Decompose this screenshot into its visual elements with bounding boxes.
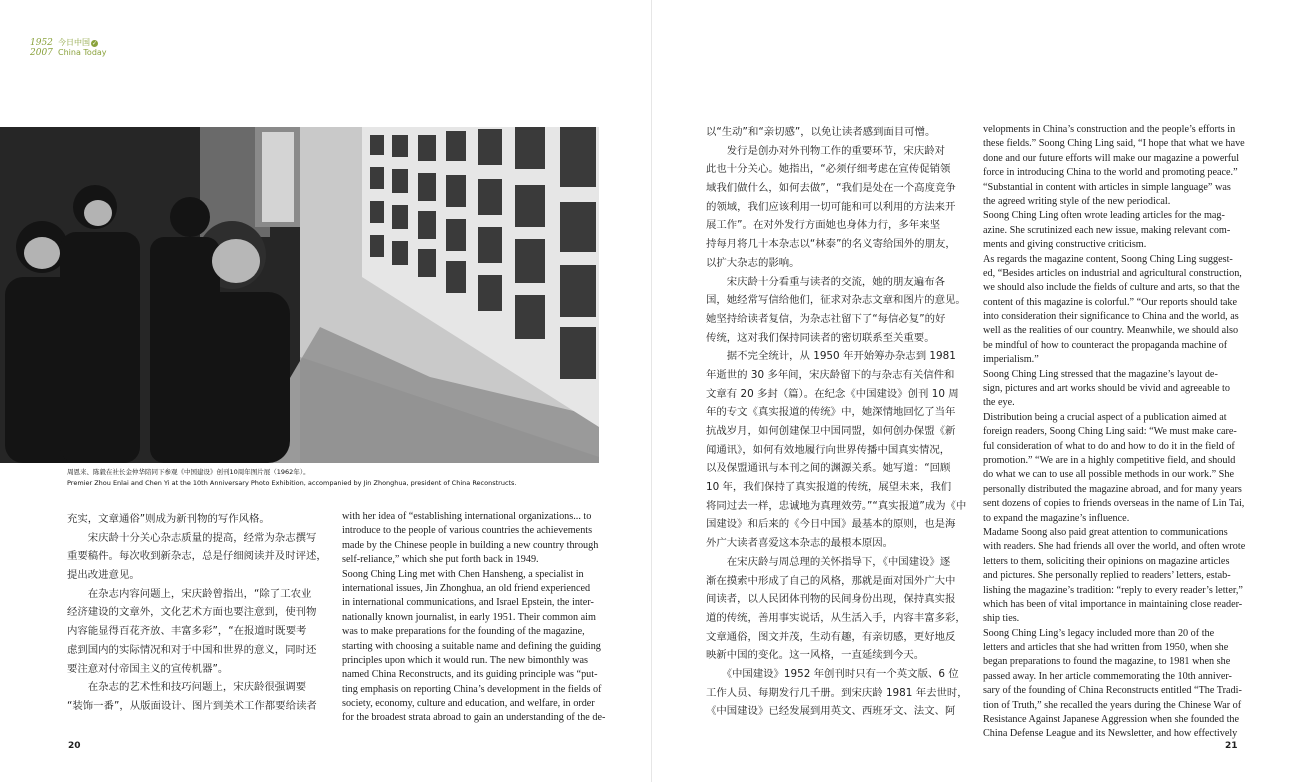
text-line: and pictures. She personally replied to readers’ letters, estab- (983, 570, 1231, 582)
text-line: sent dozens of copies to friends overseas in the name of Lin Tai, (983, 498, 1245, 510)
text-line: 以扩大杂志的影响。 (706, 256, 800, 269)
text-line: these fields.” Soong Ching Ling said, “I hope that what we have (983, 138, 1245, 150)
text-line: 《中国建设》1952 年创刊时只有一个英文版、6 位 (706, 667, 959, 680)
text-line: 《中国建设》已经发展到用英文、西班牙文、法文、阿 (706, 705, 956, 718)
text-line: well as the realities of our country. Meanwhile, we should also (983, 325, 1239, 337)
text-line: 发行是创办对外刊物工作的重要环节，宋庆龄对 (706, 144, 945, 157)
text-line: azine. She scrutinized each new issue, making relevant com- (983, 224, 1231, 236)
text-line: ful consideration of what to do and how to do it in the field of (983, 440, 1235, 452)
text-line: personally distributed the magazine abroad, and for many years (983, 483, 1242, 495)
text-line: content of this magazine is colorful.” “Our reports should take (983, 296, 1238, 308)
text-line: in international communications, and Israel Epstein, the inter- (342, 597, 594, 609)
text-line: 文章有 20 多封（篇）。在纪念《中国建设》创刊 10 周 (706, 387, 959, 400)
exhibition-photo (0, 127, 599, 463)
text-line: 间读者，以人民团体刊物的民间身份出现，保持真实报 (706, 593, 956, 606)
text-line: sign, pictures and art works should be vivid and agreeable to (983, 383, 1230, 395)
text-line: 持每月将几十本杂志以“林泰”的名义寄给国外的朋友， (706, 238, 956, 251)
text-line: 要注意对付帝国主义的宣传机器”。 (67, 662, 229, 675)
text-line: 道的传统，善用事实说话，从生活入手，内容丰富多彩， (706, 611, 966, 624)
text-line: Madame Soong also paid great attention to communications (983, 526, 1228, 538)
page-gutter (651, 0, 652, 782)
text-line: Distribution being a crucial aspect of a publication aimed at (983, 411, 1227, 423)
text-line: for the broadest strata abroad to gain an understanding of the de- (342, 712, 606, 724)
text-line: 内容能显得百花齐放、丰富多彩”，“在报道时既要考 (67, 625, 307, 638)
text-line: do what we can to use all possible methods in our work.” She (983, 469, 1234, 481)
text-line: society, economy, culture and education, and welfare, in order (342, 698, 595, 710)
text-line: self-reliance,” which she put forth back in 1949. (342, 554, 539, 566)
text-line: 宋庆龄十分关心杂志质量的提高，经常为杂志撰写 (67, 531, 317, 544)
text-line: done and our future efforts will make our magazine a powerful (983, 152, 1240, 164)
text-line: 域我们做什么，如何去做”，“我们是处在一个高度竞争 (706, 182, 956, 195)
text-line: made by the Chinese people in building a new country through (342, 539, 599, 551)
text-line: imperialism.” (983, 354, 1039, 366)
text-line: nationally known journalist, in early 1951. Their common aim (342, 611, 596, 623)
logo-title (58, 38, 107, 58)
text-line: we should also include the fields of culture and arts, so that the (983, 282, 1240, 294)
text-line: velopments in China’s construction and the people’s efforts in (983, 124, 1236, 135)
text-line: “Substantial in content with articles in simple language” was (983, 181, 1231, 193)
text-line: 国建设》和后来的《今日中国》最基本的原则，也是海 (706, 518, 956, 531)
text-line: 以及保盟通讯与本刊之间的渊源关系。她写道：“回顾 (706, 462, 951, 475)
text-line: 以“生动”和“亲切感”，以免让读者感到面目可憎。 (706, 126, 936, 138)
text-line: 展工作”。在对外发行方面她也身体力行，多年来坚 (706, 219, 940, 232)
text-line: promotion.” “We are in a highly competitive field, and should (983, 454, 1236, 466)
text-line: 经济建设的文章外，文化艺术方面也要注意到，使刊物 (67, 606, 317, 619)
text-line: 虑到国内的实际情况和对于中国和世界的意义，同时还 (67, 643, 317, 656)
logo-name-cn: 今日中国 (58, 38, 90, 47)
caption-en: Premier Zhou Enlai and Chen Yi at the 10th Anniversary Photo Exhibition, accompanied by Jin Zhonghua, president of China Reconstructs. (67, 479, 517, 487)
photo-caption (67, 467, 607, 489)
text-line: 传统，这对我们保持同读者的密切联系至关重要。 (706, 331, 935, 344)
text-line: 10 年，我们保持了真实报道的传统，展望未来，我们 (706, 481, 952, 494)
text-line: foreign readers, Soong Ching Ling said: “We must make care- (983, 426, 1237, 438)
text-line: 国，她经常写信给他们，征求对杂志文章和图片的意见。 (706, 294, 966, 307)
right-english-column (983, 123, 1246, 740)
text-line: 工作人员、每期发行几千册。到宋庆龄 1981 年去世时， (706, 686, 968, 699)
text-line: ting emphasis on reporting China’s development in the fields of (342, 683, 602, 695)
text-line: 年逝世的 30 多年间，宋庆龄留下的与杂志有关信件和 (706, 368, 955, 381)
text-line: Soong Ching Ling stressed that the magazine’s layout de- (983, 368, 1218, 380)
text-line: the agreed writing style of the new periodical. (983, 195, 1171, 207)
text-line: introduce to the people of various countries the achievements (342, 525, 593, 537)
page-number-left: 20 (68, 741, 81, 751)
text-line: was to make preparations for the founding of the magazine, (342, 626, 585, 638)
check-badge-icon: ✓ (91, 40, 98, 47)
text-line: into consideration their significance to China and the world, as (983, 311, 1239, 323)
text-line: “装饰一番”，从版面设计、图片到美术工作都要给读者 (67, 699, 317, 712)
text-line: 提出改进意见。 (67, 569, 140, 582)
text-line: the eye. (983, 397, 1015, 409)
text-line: 据不完全统计，从 1950 年开始筹办杂志到 1981 (706, 350, 956, 363)
page-number-right: 21 (1225, 741, 1238, 751)
text-line: 映新中国的变化。这一风格，一直延续到今天。 (706, 649, 925, 662)
logo-year-end: 2007 (30, 48, 53, 58)
text-line: starting with choosing a suitable name and defining the guiding (342, 640, 601, 652)
text-line: named China Reconstructs, and its guiding principle was “put- (342, 669, 598, 681)
logo-name-en: China Today (58, 48, 107, 57)
text-line: sary of the founding of China Reconstructs entitled “The Tradi- (983, 685, 1242, 697)
text-line: 重要稿件。每次收到新杂志，总是仔细阅读并及时评述， (67, 550, 327, 563)
text-line: 抗战岁月，如何创建保卫中国同盟，如何创办保盟《新 (706, 425, 956, 437)
text-line: principles upon which it would run. The new bimonthly was (342, 654, 588, 666)
text-line: lishing the magazine’s tradition: “reply to every reader’s letter,” (983, 584, 1243, 596)
text-line: 年的专文《真实报道的传统》中，她深情地回忆了当年 (706, 406, 956, 419)
text-line: force in introducing China to the world and promoting peace.” (983, 167, 1238, 179)
text-line: As regards the magazine content, Soong Ching Ling suggest- (983, 253, 1233, 265)
text-line: ments and giving constructive criticism. (983, 239, 1147, 251)
magazine-logo (30, 38, 150, 62)
text-line: Soong Ching Ling met with Chen Hansheng, a specialist in (342, 568, 584, 580)
text-line: 此也十分关心。她指出，“必须仔细考虑在宣传促销领 (706, 163, 951, 176)
left-english-column (342, 510, 606, 730)
right-chinese-column (706, 123, 968, 730)
text-line: 将同过去一样，忠诚地为真理效劳。”“真实报道”成为《中 (706, 499, 967, 512)
caption-cn: 周恩来、陈毅在社长金仲华陪同下参观《中国建设》创刊10周年图片展（1962年）。 (67, 468, 310, 476)
text-line: passed away. In her article commemorating the 10th anniver- (983, 670, 1232, 682)
text-line: letters and articles that she had written from 1950, when she (983, 642, 1229, 654)
text-line: 闻通讯》，如何有效地履行向世界传播中国真实情况， (706, 443, 951, 456)
text-line: be mindful of how to counteract the propaganda machine of (983, 339, 1228, 351)
text-line: with readers. She had friends all over the world, and often wrote (983, 541, 1246, 553)
left-chinese-column (67, 510, 330, 730)
text-line: 渐在摸索中形成了自己的风格，那就是面对国外广大中 (706, 574, 956, 587)
text-line: 充实，文章通俗”则成为新刊物的写作风格。 (67, 513, 270, 525)
text-line: China Defense League and its Newsletter, and how effectively (983, 728, 1238, 740)
text-line: 在杂志内容问题上，宋庆龄曾指出，“除了工农业 (67, 587, 312, 600)
text-line: 外广大读者喜爱这本杂志的最根本原因。 (706, 537, 894, 550)
text-line: ed, “Besides articles on industrial and agricultural construction, (983, 267, 1242, 279)
text-line: Soong Ching Ling’s legacy included more than 20 of the (983, 627, 1215, 639)
logo-years (30, 38, 53, 58)
logo-year-start: 1952 (30, 38, 53, 48)
text-line: tion of Truth,” she recalled the years during the Chinese War of (983, 699, 1242, 711)
text-line: 文章通俗，图文并茂，生动有趣，有亲切感，更好地反 (706, 630, 956, 643)
text-line: began preparations to found the magazine, to 1981 when she (983, 656, 1231, 668)
text-line: Soong Ching Ling often wrote leading articles for the mag- (983, 210, 1225, 222)
text-line: letters to them, soliciting their opinions on magazine articles (983, 555, 1230, 567)
text-line: which has been of vital importance in maintaining close reader- (983, 598, 1243, 610)
text-line: ship ties. (983, 613, 1020, 625)
text-line: 宋庆龄十分看重与读者的交流，她的朋友遍布各 (706, 275, 945, 288)
exhibition-photo-illustration (0, 127, 599, 463)
text-line: 在杂志的艺术性和技巧问题上，宋庆龄很强调要 (67, 681, 306, 694)
text-line: international issues, Jin Zhonghua, an old friend experienced (342, 582, 591, 594)
text-line: 在宋庆龄与周总理的关怀指导下，《中国建设》逐 (706, 555, 951, 568)
text-line: with her idea of “establishing international organizations... to (342, 511, 592, 522)
text-line: to expand the magazine’s influence. (983, 512, 1130, 524)
text-line: Resistance Against Japanese Aggression when she founded the (983, 714, 1240, 726)
text-line: 她坚持给读者复信，为杂志社留下了“每信必复”的好 (706, 312, 946, 325)
text-line: 的领域，我们应该利用一切可能和可以利用的方法来开 (706, 200, 956, 213)
